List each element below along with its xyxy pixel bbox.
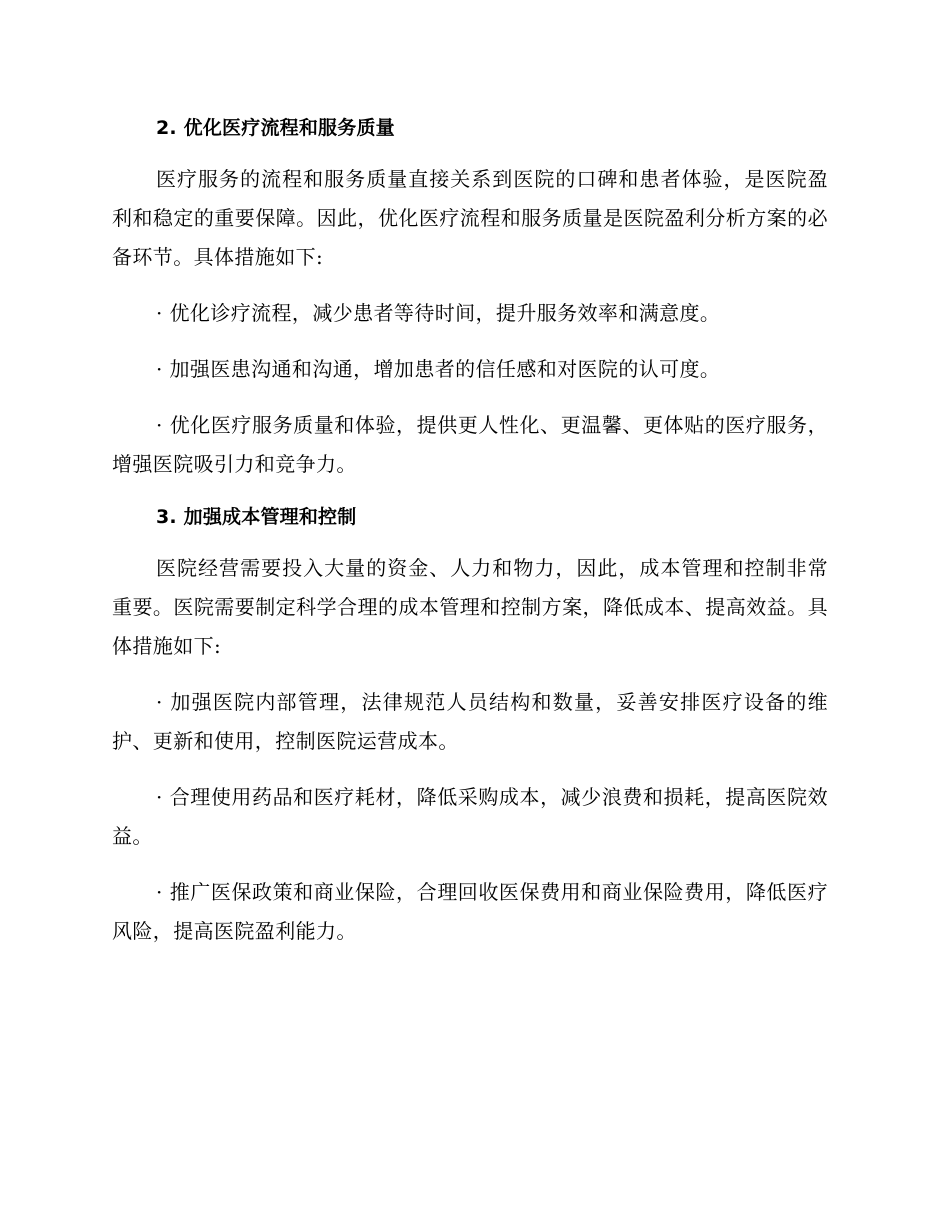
section-2-intro: 医疗服务的流程和服务质量直接关系到医院的口碑和患者体验，是医院盈利和稳定的重要保障。因此，优化医疗流程和服务质量是医院盈利分析方案的必备环节。具体措施如下: xyxy=(112,167,828,269)
section-3 xyxy=(112,501,828,951)
section-3-intro: 医院经营需要投入大量的资金、人力和物力，因此，成本管理和控制非常重要。医院需要制定科学合理的成本管理和控制方案，降低成本、提高效益。具体措施如下: xyxy=(112,556,828,658)
section-2-bullet-1: · 优化诊疗流程，减少患者等待时间，提升服务效率和满意度。 xyxy=(156,301,721,325)
section-2-bullet-2: · 加强医患沟通和沟通，增加患者的信任感和对医院的认可度。 xyxy=(156,357,721,381)
section-2-heading: 2. 优化医疗流程和服务质量 xyxy=(156,117,395,139)
document-page xyxy=(112,112,828,968)
section-3-bullet-2: · 合理使用药品和医疗耗材，降低采购成本，减少浪费和损耗，提高医院效益。 xyxy=(112,785,828,848)
section-2 xyxy=(112,112,828,484)
section-3-heading: 3. 加强成本管理和控制 xyxy=(156,506,357,528)
section-2-bullet-3: · 优化医疗服务质量和体验，提供更人性化、更温馨、更体贴的医疗服务，增强医院吸引力和竞争力。 xyxy=(112,413,828,476)
section-3-bullet-1: · 加强医院内部管理，法律规范人员结构和数量，妥善安排医疗设备的维护、更新和使用，控制医院运营成本。 xyxy=(112,690,828,753)
section-3-bullet-3: · 推广医保政策和商业保险，合理回收医保费用和商业保险费用，降低医疗风险，提高医院盈利能力。 xyxy=(112,880,828,943)
